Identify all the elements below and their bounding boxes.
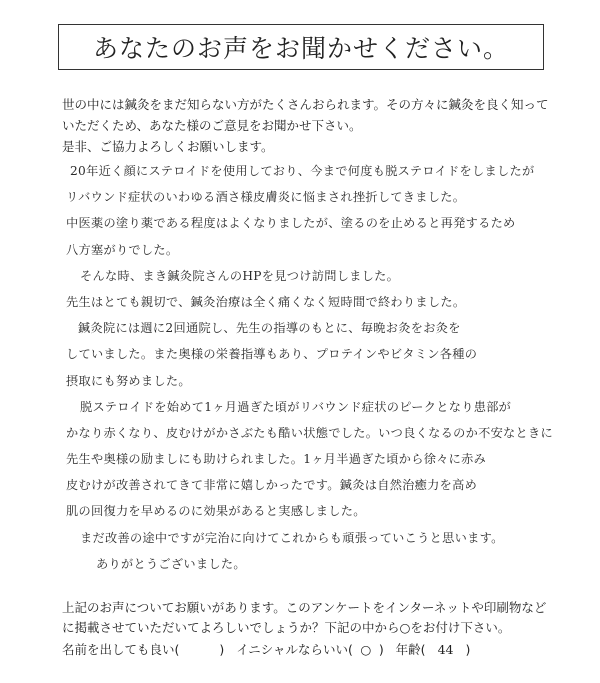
consent-request [62, 598, 582, 638]
testimonial-line: 先生や奥様の励ましにも助けられました。1ヶ月半過ぎた頃から徐々に赤み [66, 452, 487, 467]
testimonial-line: 20年近く顔にステロイドを使用しており、今まで何度も脱ステロイドをしましたが [70, 164, 535, 178]
intro-text [62, 94, 582, 157]
testimonial-line: 中医薬の塗り薬である程度はよくなりましたが、塗るのを止めると再発するため [66, 216, 516, 231]
option-initial-close: ) [378, 642, 384, 657]
testimonial-line: 八方塞がりでした。 [66, 242, 179, 257]
handwritten-testimonial [66, 158, 588, 577]
option-name-label: 名前を出しても良い( [62, 642, 180, 657]
title-box [58, 24, 544, 70]
testimonial-line-text: リバウンド症状のいわゆる酒さ様皮膚炎に悩まされ挫折してきました。 [66, 190, 466, 205]
testimonial-line: 先生はとても親切で、鍼灸治療は全く痛くなく短時間で終わりました。 [66, 294, 466, 309]
testimonial-line: ありがとうございました。 [96, 556, 246, 571]
option-initial-label: イニシャルならいい( [236, 642, 353, 657]
age-value[interactable]: 44 [437, 642, 454, 657]
testimonial-line: 鍼灸院には週に2回通院し、先生の指導のもとに、毎晩お灸をお灸を [78, 321, 461, 336]
testimonial-line: 肌の回復力を早めるのに効果があると実感しました。 [66, 504, 366, 519]
testimonial-line: 脱ステロイドを始めて1ヶ月過ぎた頃がリバウンド症状のピークとなり患部が [80, 399, 512, 414]
intro-line: 世の中には鍼灸をまだ知らない方がたくさんおられます。その方々に鍼灸を良く知って [62, 97, 549, 112]
testimonial-line: 皮むけが改善されてきて非常に嬉しかったです。鍼灸は自然治癒力を高め [66, 478, 478, 493]
testimonial-line: かなり赤くなり、皮むけがかさぶたも酷い状態でした。いつ良くなるのか不安なときに [66, 425, 554, 440]
testimonial-line: まだ改善の途中ですが完治に向けてこれからも頑張っていこうと思います。 [80, 530, 504, 545]
consent-line: に掲載させていただいてよろしいでしょうか？下記の中から○をお付け下さい。 [62, 620, 511, 635]
intro-line: いただくため、あなた様のご意見をお聞かせ下さい。 [62, 118, 362, 133]
consent-line: 上記のお声についてお願いがあります。このアンケートをインターネットや印刷物など [62, 600, 547, 615]
consent-options [62, 640, 582, 658]
testimonial-line [66, 184, 588, 210]
age-close: ) [465, 642, 471, 657]
intro-line: 是非、ご協力よろしくお願いします。 [62, 139, 274, 154]
testimonial-line: していました。また奥様の栄養指導もあり、プロテインやビタミン各種の [66, 347, 478, 362]
option-initial-value[interactable]: ○ [360, 642, 372, 657]
age-label: 年齢( [395, 642, 426, 657]
option-name-close: ) [219, 642, 225, 657]
testimonial-line: 摂取にも努めました。 [66, 373, 191, 388]
page-title: あなたのお声をお聞かせください。 [92, 34, 509, 63]
testimonial-line: そんな時、まき鍼灸院さんのHPを見つけ訪問しました。 [80, 268, 400, 283]
